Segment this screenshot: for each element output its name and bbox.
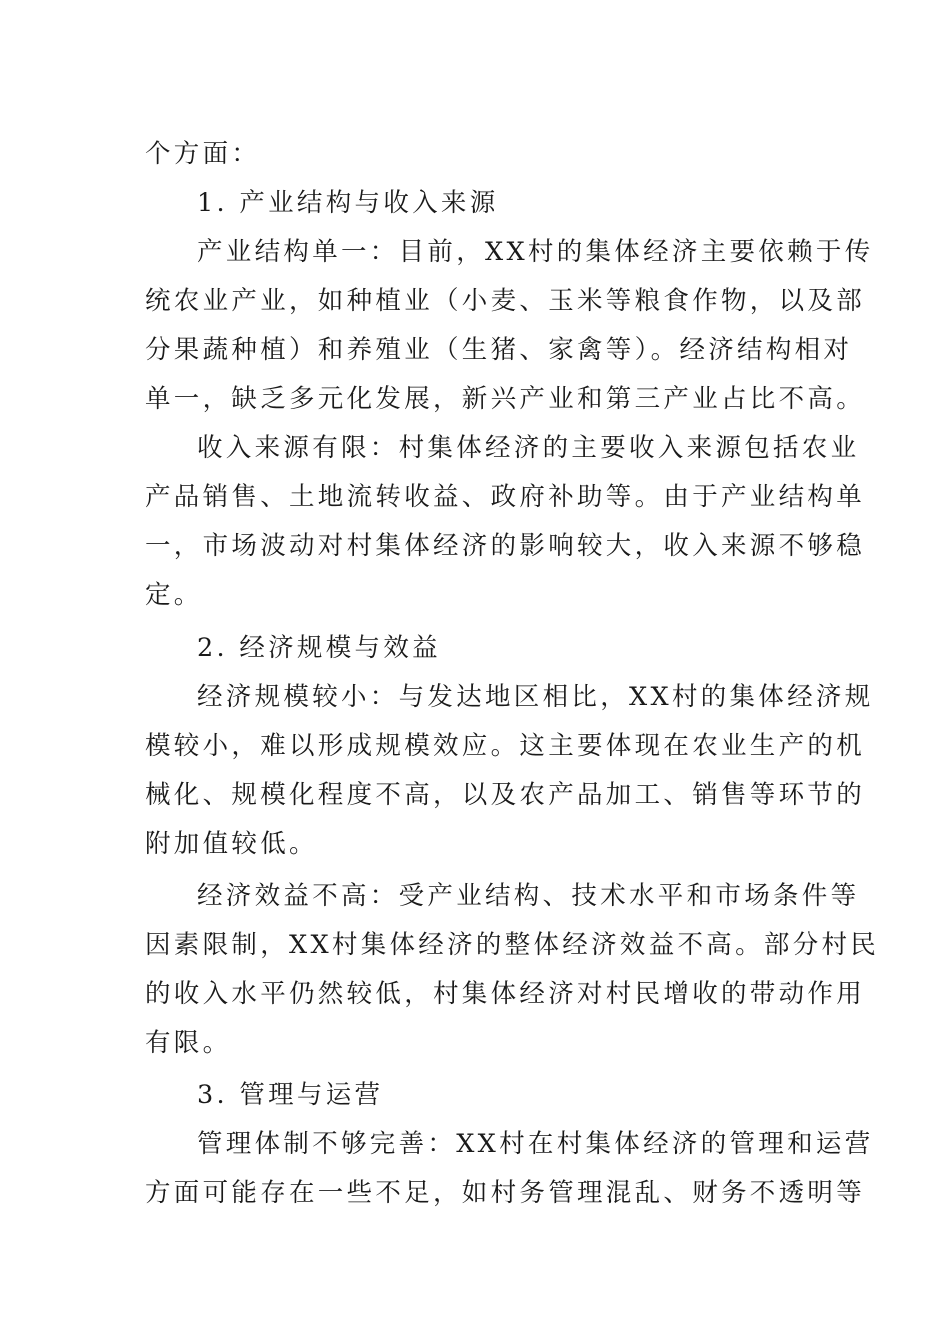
text-line: 因素限制，XX村集体经济的整体经济效益不高。部分村民 xyxy=(145,930,880,960)
text-line: 方面可能存在一些不足，如村务管理混乱、财务不透明等 xyxy=(145,1178,866,1208)
text-line: 模较小，难以形成规模效应。这主要体现在农业生产的机 xyxy=(145,731,866,761)
text-line: 个方面： xyxy=(145,139,261,169)
text-line: 定。 xyxy=(145,580,203,610)
text-line: 附加值较低。 xyxy=(145,829,318,859)
text-line: 械化、规模化程度不高，以及农产品加工、销售等环节的 xyxy=(145,780,866,810)
text-line: 产品销售、土地流转收益、政府补助等。由于产业结构单 xyxy=(145,482,866,512)
text-line: 一，市场波动对村集体经济的影响较大，收入来源不够稳 xyxy=(145,531,866,561)
text-line: 有限。 xyxy=(145,1028,232,1058)
text-line: 产业结构单一：目前，XX村的集体经济主要依赖于传 xyxy=(197,237,874,267)
section-heading: 3. 管理与运营 xyxy=(197,1080,384,1110)
text-line: 分果蔬种植）和养殖业（生猪、家禽等）。经济结构相对 xyxy=(145,335,853,365)
text-line: 经济规模较小：与发达地区相比，XX村的集体经济规 xyxy=(197,682,874,712)
text-line: 经济效益不高：受产业结构、技术水平和市场条件等 xyxy=(197,881,860,911)
section-heading: 2. 经济规模与效益 xyxy=(197,633,441,663)
text-line: 单一，缺乏多元化发展，新兴产业和第三产业占比不高。 xyxy=(145,384,866,414)
text-line: 管理体制不够完善：XX村在村集体经济的管理和运营 xyxy=(197,1129,874,1159)
text-line: 统农业产业，如种植业（小麦、玉米等粮食作物，以及部 xyxy=(145,286,866,316)
section-heading: 1. 产业结构与收入来源 xyxy=(197,188,499,218)
text-line: 的收入水平仍然较低，村集体经济对村民增收的带动作用 xyxy=(145,979,866,1009)
text-line: 收入来源有限：村集体经济的主要收入来源包括农业 xyxy=(197,433,860,463)
